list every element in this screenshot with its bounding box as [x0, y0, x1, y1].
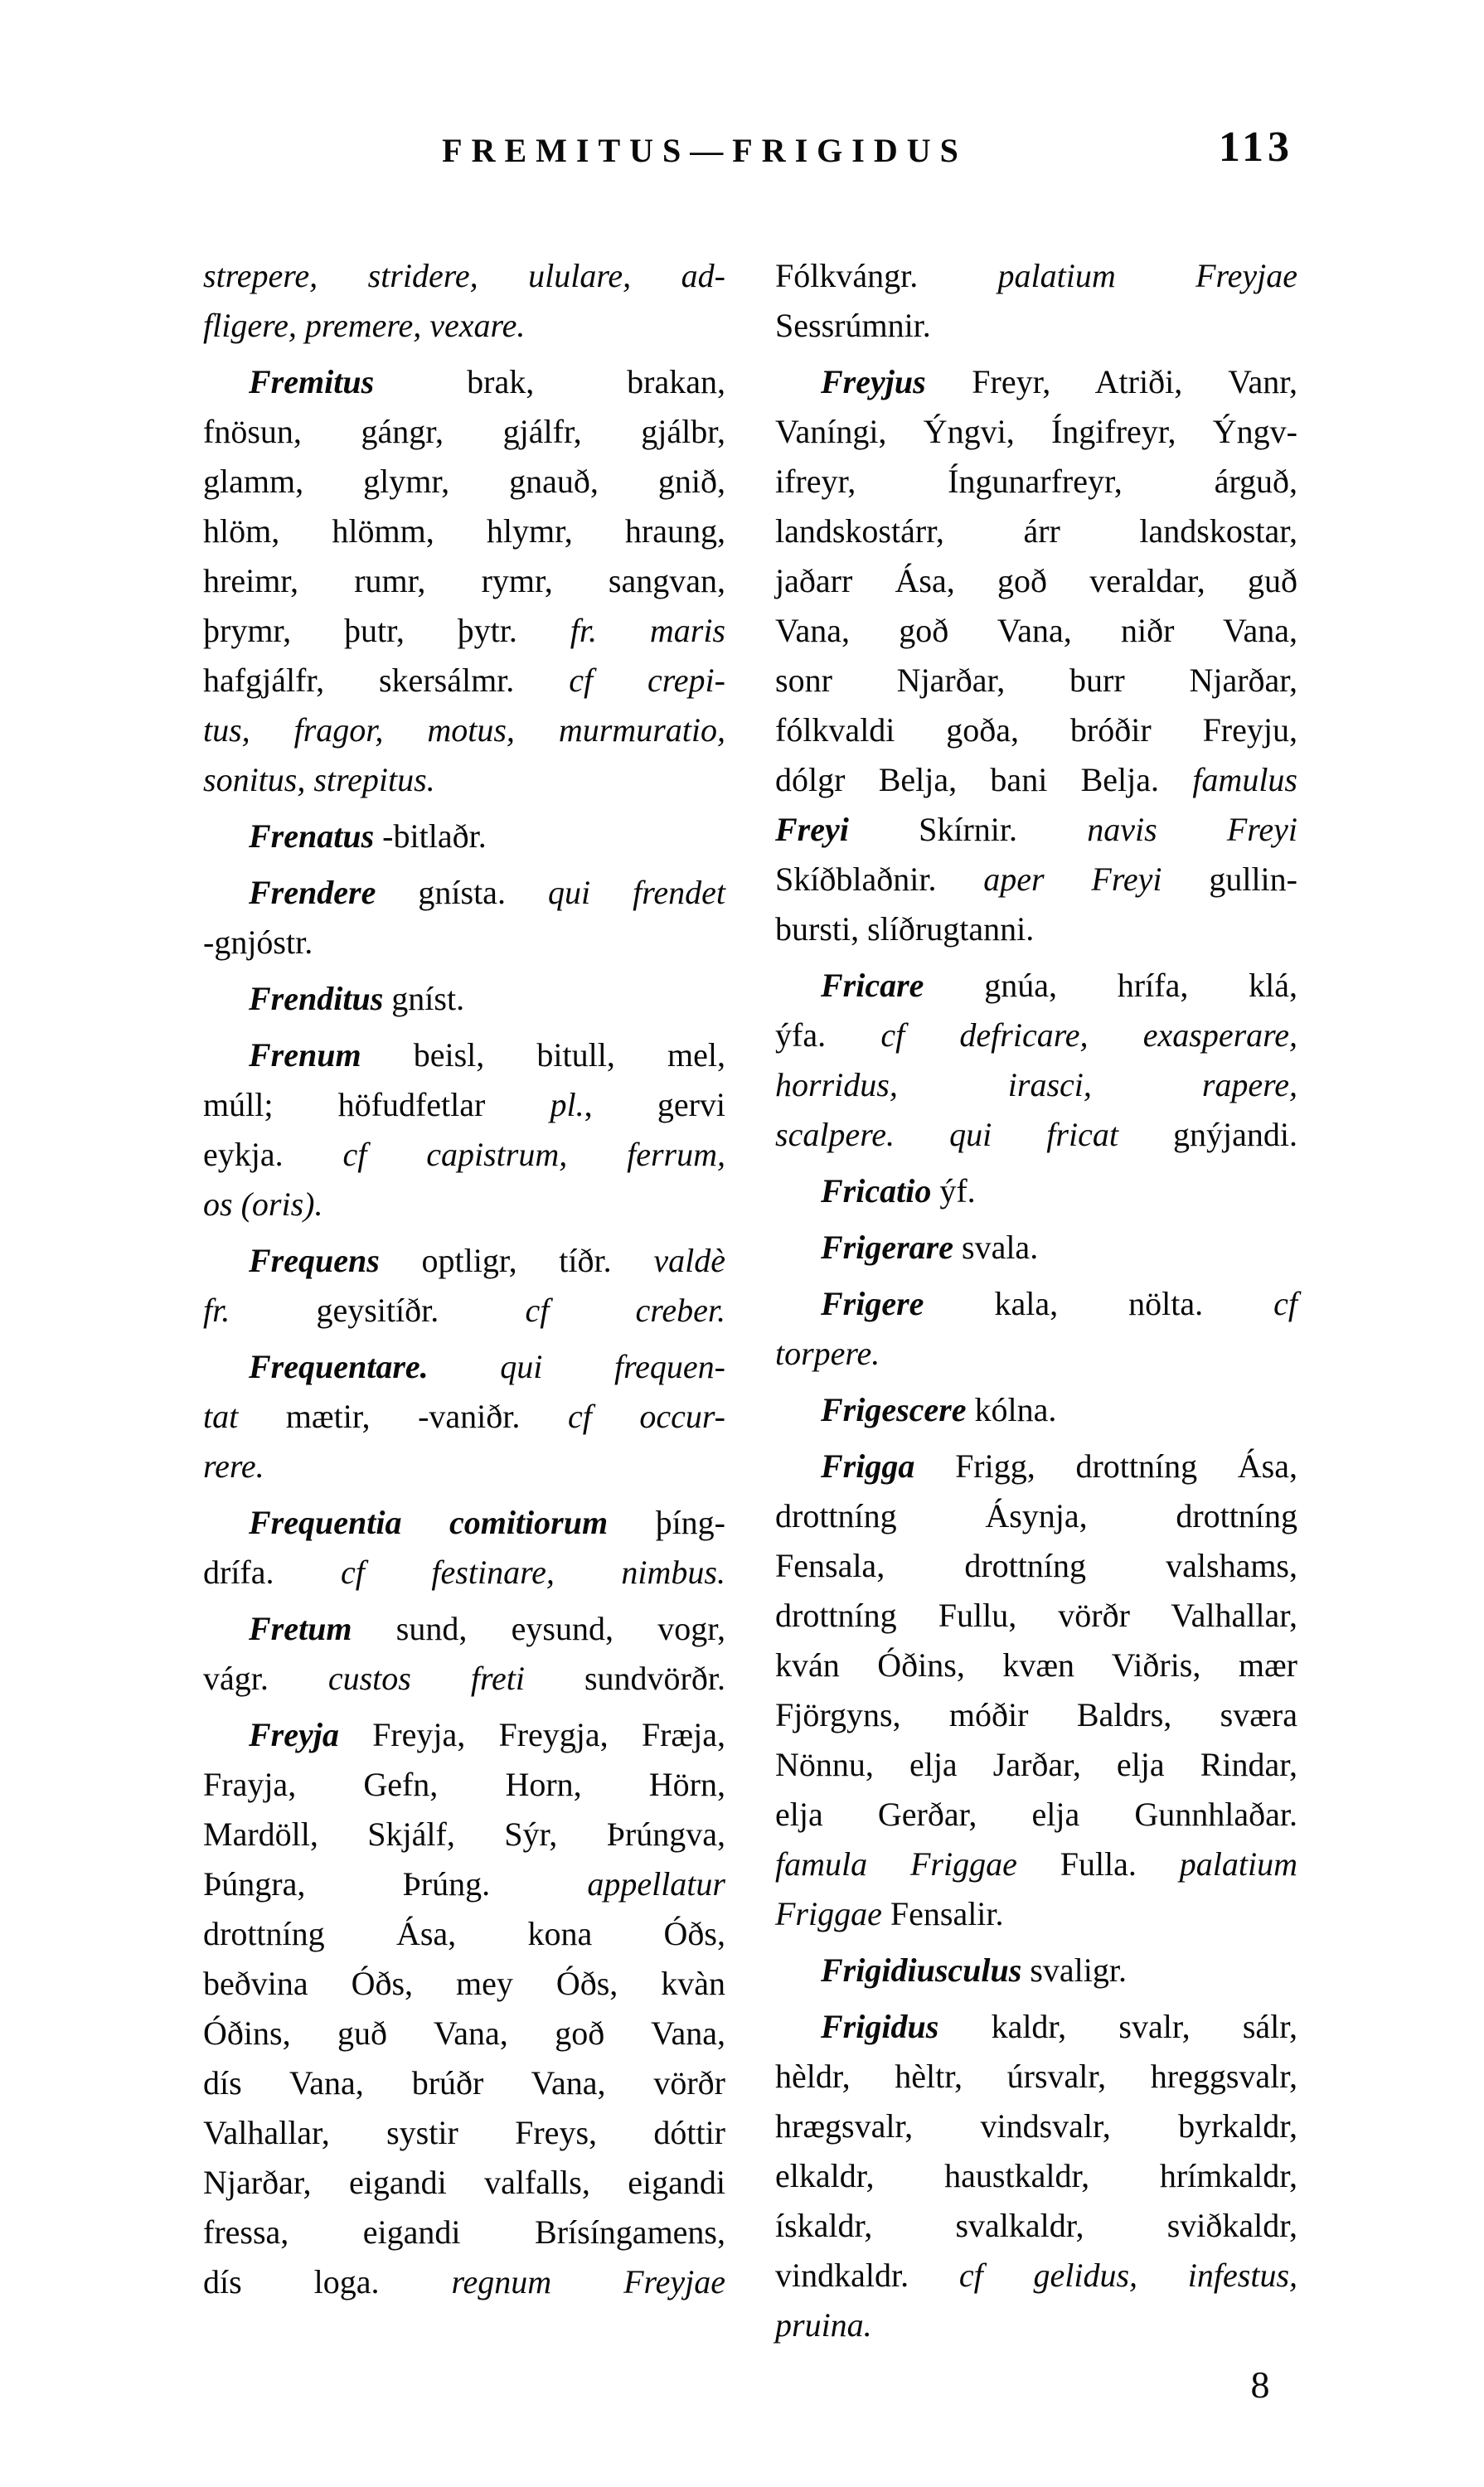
text-line: [775, 1223, 1297, 1273]
gloss-text: jaðarr Ása, goð veraldar, guð: [775, 562, 1297, 599]
gloss-text: múll; höfudfetlar: [203, 1086, 550, 1123]
latin-text: tat: [203, 1398, 239, 1435]
latin-text: cf festinare, nimbus.: [341, 1554, 725, 1591]
gloss-text: sonr Njarðar, burr Njarðar,: [775, 662, 1297, 699]
gloss-text: Freyja, Freygja, Fræja,: [372, 1716, 725, 1753]
text-line: [203, 2108, 725, 2158]
gloss-text: þrymr, þutr, þytr.: [203, 612, 570, 649]
text-line: [775, 1110, 1297, 1160]
text-line: [775, 1279, 1297, 1329]
latin-text: cf: [1273, 1285, 1297, 1322]
gloss-text: Fensalir.: [881, 1895, 1004, 1932]
left-column: [203, 251, 725, 2307]
headword-text: Frigga: [821, 1447, 956, 1485]
gloss-text: drífa.: [203, 1554, 342, 1591]
gloss-text: beisl, bitull, mel,: [413, 1036, 726, 1074]
page-number: 113: [1218, 124, 1293, 171]
latin-text: rere.: [203, 1447, 264, 1485]
text-line: [203, 1654, 725, 1704]
gloss-text: Nönnu, elja Jarðar, elja Rindar,: [775, 1746, 1297, 1783]
gloss-text: ifreyr, Íngunarfreyr, árguð,: [775, 463, 1297, 500]
headword-text: Frigerare: [821, 1229, 962, 1266]
text-line: [775, 2300, 1297, 2350]
text-line: [203, 2257, 725, 2307]
gloss-text: geysitíðr.: [230, 1292, 526, 1329]
text-line: [203, 812, 725, 861]
gloss-text: Mardöll, Skjálf, Sýr, Þrúngva,: [203, 1816, 725, 1853]
text-line: [203, 974, 725, 1024]
latin-text: navis Freyi: [1087, 811, 1298, 848]
headword-text: Freyjus: [821, 363, 972, 400]
text-line: [203, 606, 725, 656]
latin-text: cf occur-: [567, 1398, 725, 1435]
text-line: [775, 1690, 1297, 1740]
gloss-text: mætir, -vaniðr.: [238, 1398, 568, 1435]
text-line: [775, 606, 1297, 656]
text-line: [203, 868, 725, 918]
text-line: [775, 1541, 1297, 1591]
latin-text: torpere.: [775, 1335, 880, 1372]
text-line: [775, 2201, 1297, 2251]
text-line: [203, 1286, 725, 1336]
text-line: [203, 556, 725, 606]
latin-text: famulus: [1192, 761, 1297, 798]
text-line: [775, 656, 1297, 705]
text-line: [203, 1548, 725, 1597]
text-line: [775, 407, 1297, 457]
text-line: [775, 1491, 1297, 1541]
latin-text: strepere, stridere, ululare, ad-: [203, 257, 725, 294]
text-line: [203, 755, 725, 805]
text-line: [775, 1011, 1297, 1060]
headword-text: Frequentare.: [249, 1348, 501, 1385]
latin-text: custos freti: [327, 1660, 526, 1697]
text-line: [775, 755, 1297, 805]
latin-text: aper Freyi: [983, 861, 1162, 898]
latin-text: os (oris).: [203, 1185, 323, 1223]
gloss-text: ískaldr, svalkaldr, sviðkaldr,: [775, 2207, 1297, 2244]
gloss-text: drottníng Ása, kona Óðs,: [203, 1915, 725, 1952]
headword-text: Frendere: [249, 874, 419, 911]
gloss-text: -gnjóstr.: [203, 924, 313, 961]
text-line: [203, 1760, 725, 1810]
header-title: FREMITUS—FRIGIDUS: [442, 132, 968, 169]
latin-text: scalpere. qui fricat: [775, 1116, 1118, 1153]
headword-text: Fremitus: [249, 363, 468, 400]
headword-text: Fretum: [249, 1610, 396, 1647]
gloss-text: svaligr.: [1030, 1951, 1127, 1989]
text-line: [203, 1604, 725, 1654]
text-line: [775, 1840, 1297, 1889]
running-head: [124, 131, 1285, 170]
text-line: [775, 507, 1297, 556]
latin-text: fr. maris: [570, 612, 725, 649]
text-line: [775, 1641, 1297, 1690]
text-line: [775, 1740, 1297, 1790]
headword-text: Frigidiusculus: [821, 1951, 1031, 1989]
latin-text: Friggae: [775, 1895, 882, 1932]
text-line: [775, 1166, 1297, 1216]
headword-text: Freyja: [249, 1716, 373, 1753]
gloss-text: Fensala, drottníng valshams,: [775, 1547, 1297, 1584]
text-line: [203, 1810, 725, 1859]
gloss-text: dís Vana, brúðr Vana, vörðr: [203, 2064, 725, 2102]
gloss-text: hrægsvalr, vindsvalr, byrkaldr,: [775, 2107, 1297, 2145]
text-line: [203, 918, 725, 967]
gloss-text: vindkaldr.: [775, 2257, 959, 2294]
gloss-text: svala.: [962, 1229, 1039, 1266]
gloss-text: Valhallar, systir Freys, dóttir: [203, 2114, 725, 2151]
gloss-text: Skíðblaðnir.: [775, 861, 984, 898]
gloss-text: sundvörðr.: [525, 1660, 725, 1697]
text-line: [775, 301, 1297, 351]
gloss-text: vágr.: [203, 1660, 328, 1697]
latin-text: cf defricare, exasperare,: [880, 1016, 1298, 1054]
gloss-text: Freyr, Atriði, Vanr,: [972, 363, 1297, 400]
latin-text: pruina.: [775, 2306, 872, 2344]
text-line: [203, 507, 725, 556]
text-line: [775, 1889, 1297, 1939]
latin-text: qui frendet: [548, 874, 725, 911]
text-line: [775, 357, 1297, 407]
text-line: [203, 1442, 725, 1491]
gloss-text: Skírnir.: [848, 811, 1088, 848]
latin-text: tus, fragor, motus, murmuratio,: [203, 711, 725, 749]
gloss-text: kólna.: [974, 1391, 1057, 1428]
latin-text: sonitus, strepitus.: [203, 761, 435, 798]
latin-text: cf crepi-: [569, 662, 725, 699]
text-line: [203, 251, 725, 301]
text-line: [203, 2009, 725, 2058]
latin-text: pl.: [550, 1086, 584, 1123]
text-line: [775, 705, 1297, 755]
gloss-text: eykja.: [203, 1136, 343, 1173]
signature-mark: 8: [1250, 2363, 1270, 2406]
text-line: [203, 2158, 725, 2208]
gloss-text: landskostárr, árr landskostar,: [775, 512, 1297, 550]
text-line: [775, 251, 1297, 301]
gloss-text: glamm, glymr, gnauð, gnið,: [203, 463, 725, 500]
gloss-text: Vana, goð Vana, niðr Vana,: [775, 612, 1297, 649]
text-line: [203, 2058, 725, 2108]
gloss-text: fressa, eigandi Brísíngamens,: [203, 2213, 725, 2251]
gloss-text: , gervi: [584, 1086, 726, 1123]
text-line: [775, 904, 1297, 954]
gloss-text: Fólkvángr.: [775, 257, 998, 294]
text-line: [775, 1385, 1297, 1435]
headword-text: Frequentia comitiorum: [249, 1504, 656, 1541]
text-line: [775, 855, 1297, 904]
gloss-text: fnösun, gángr, gjálfr, gjálbr,: [203, 413, 725, 450]
gloss-text: beðvina Óðs, mey Óðs, kvàn: [203, 1965, 725, 2002]
headword-text: Fricare: [821, 967, 985, 1004]
text-line: [775, 1060, 1297, 1110]
text-line: [775, 1790, 1297, 1840]
latin-text: qui frequen-: [500, 1348, 725, 1385]
gloss-text: Fulla.: [1016, 1845, 1180, 1883]
gloss-text: sund, eysund, vogr,: [395, 1610, 725, 1647]
text-line: [775, 2052, 1297, 2102]
gloss-text: Vaníngi, Ýngvi, Íngifreyr, Ýngv-: [775, 413, 1297, 450]
gloss-text: Þúngra, Þrúng.: [203, 1865, 588, 1903]
gloss-text: þíng-: [655, 1504, 725, 1541]
text-line: [775, 556, 1297, 606]
headword-text: Fricatio: [821, 1172, 940, 1210]
latin-text: horridus, irasci, rapere,: [775, 1066, 1297, 1103]
text-line: [203, 1180, 725, 1229]
gloss-text: elkaldr, haustkaldr, hrímkaldr,: [775, 2157, 1297, 2194]
gloss-text: hèldr, hèltr, úrsvalr, hreggsvalr,: [775, 2058, 1297, 2095]
text-line: [203, 301, 725, 351]
latin-text: appellatur: [587, 1865, 725, 1903]
text-line: [775, 2151, 1297, 2201]
gloss-text: hlöm, hlömm, hlymr, hraung,: [203, 512, 725, 550]
text-line: [775, 2251, 1297, 2300]
gloss-text: hreimr, rumr, rymr, sangvan,: [203, 562, 725, 599]
gloss-text: gnýjandi.: [1118, 1116, 1298, 1153]
headword-text: Freyi: [775, 811, 849, 848]
gloss-text: elja Gerðar, elja Gunnhlaðar.: [775, 1796, 1297, 1833]
gloss-text: gullin-: [1161, 861, 1297, 898]
latin-text: famula Friggae: [775, 1845, 1017, 1883]
text-line: [775, 1442, 1297, 1491]
latin-text: palatium: [1179, 1845, 1298, 1883]
text-line: [203, 656, 725, 705]
gloss-text: bursti, slíðrugtanni.: [775, 910, 1035, 948]
gloss-text: brak, brakan,: [467, 363, 725, 400]
latin-text: fligere, premere, vexare.: [203, 307, 526, 344]
text-line: [203, 1909, 725, 1959]
gloss-text: Frayja, Gefn, Horn, Hörn,: [203, 1766, 725, 1803]
gloss-text: hafgjálfr, skersálmr.: [203, 662, 570, 699]
gloss-text: gníst.: [391, 980, 465, 1017]
gloss-text: fólkvaldi goða, bróðir Freyju,: [775, 711, 1297, 749]
gloss-text: -bitlaðr.: [382, 817, 487, 855]
gloss-text: kván Óðins, kvæn Viðris, mær: [775, 1646, 1297, 1684]
text-line: [775, 961, 1297, 1011]
text-line: [203, 1498, 725, 1548]
latin-text: cf gelidus, infestus,: [958, 2257, 1298, 2294]
gloss-text: Frigg, drottníng Ása,: [955, 1447, 1298, 1485]
latin-text: cf capistrum, ferrum,: [342, 1136, 725, 1173]
latin-text: palatium Freyjae: [997, 257, 1297, 294]
gloss-text: kala, nölta.: [994, 1285, 1274, 1322]
gloss-text: drottníng Ásynja, drottníng: [775, 1497, 1297, 1534]
gloss-text: gnúa, hrífa, klá,: [984, 967, 1297, 1004]
text-line: [203, 705, 725, 755]
gloss-text: gnísta.: [418, 874, 548, 911]
text-line: [203, 357, 725, 407]
headword-text: Frequens: [249, 1242, 422, 1279]
latin-text: cf creber.: [525, 1292, 726, 1329]
text-line: [203, 1030, 725, 1080]
text-line: [203, 1392, 725, 1442]
text-line: [775, 2102, 1297, 2151]
text-line: [775, 457, 1297, 507]
text-line: [203, 1859, 725, 1909]
text-line: [203, 1710, 725, 1760]
headword-text: Frigere: [821, 1285, 995, 1322]
text-line: [203, 457, 725, 507]
text-line: [203, 407, 725, 457]
text-line: [203, 1959, 725, 2009]
text-line: [203, 1080, 725, 1130]
text-line: [775, 805, 1297, 855]
headword-text: Frigidus: [821, 2008, 992, 2045]
gloss-text: Njarðar, eigandi valfalls, eigandi: [203, 2164, 725, 2201]
latin-text: valdè: [653, 1242, 725, 1279]
text-line: [203, 1236, 725, 1286]
gloss-text: ýfa.: [775, 1016, 881, 1054]
headword-text: Frenditus: [249, 980, 392, 1017]
gloss-text: kaldr, svalr, sálr,: [991, 2008, 1297, 2045]
text-line: [203, 1130, 725, 1180]
gloss-text: Óðins, guð Vana, goð Vana,: [203, 2014, 725, 2052]
right-column: [775, 251, 1297, 2350]
text-line: [203, 1342, 725, 1392]
text-line: [775, 2002, 1297, 2052]
text-line: [775, 1591, 1297, 1641]
gloss-text: drottníng Fullu, vörðr Valhallar,: [775, 1597, 1297, 1634]
gloss-text: Fjörgyns, móðir Baldrs, sværa: [775, 1696, 1297, 1733]
gloss-text: ýf.: [939, 1172, 976, 1210]
headword-text: Frenatus: [249, 817, 383, 855]
headword-text: Frigescere: [821, 1391, 975, 1428]
headword-text: Frenum: [249, 1036, 414, 1074]
gloss-text: dís loga.: [203, 2263, 452, 2300]
text-line: [775, 1946, 1297, 1995]
latin-text: regnum Freyjae: [451, 2263, 725, 2300]
latin-text: fr.: [203, 1292, 230, 1329]
gloss-text: dólgr Belja, bani Belja.: [775, 761, 1193, 798]
gloss-text: optligr, tíðr.: [421, 1242, 654, 1279]
text-line: [775, 1329, 1297, 1379]
gloss-text: Sessrúmnir.: [775, 307, 931, 344]
text-line: [203, 2208, 725, 2257]
